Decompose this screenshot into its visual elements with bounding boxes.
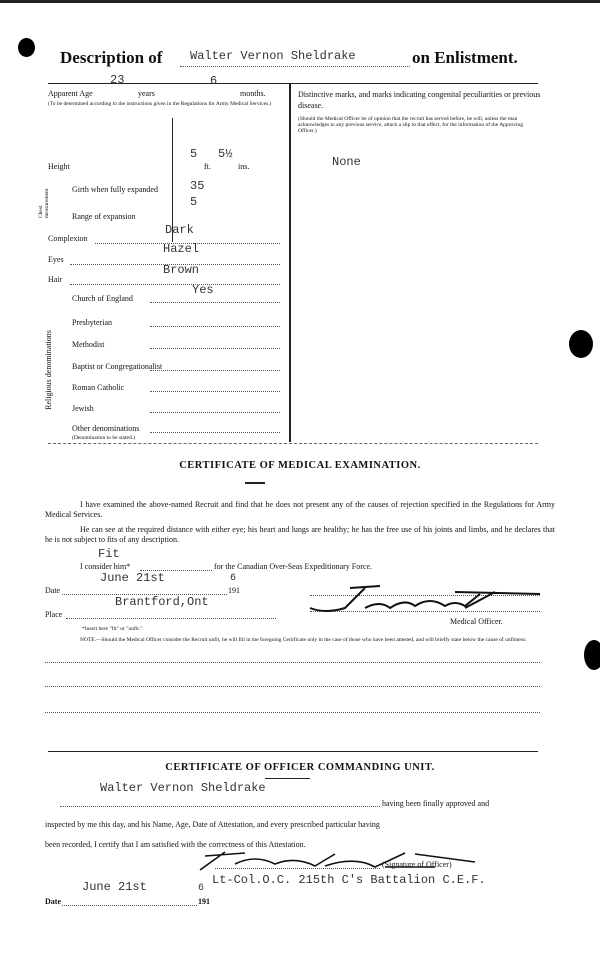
commanding-title: CERTIFICATE OF OFFICER COMMANDING UNIT. [165, 762, 435, 773]
religion-label: Baptist or Congregationalist [72, 362, 163, 371]
unfit-note: NOTE.—Should the Medical Officer consider the Recruit unfit, he will fill in the foregoing Certificate only in the case of those who have been attested, and will briefly state below the cause of unfitness: [80, 637, 527, 643]
ft-label: ft. [204, 162, 211, 171]
dotted-line [150, 326, 280, 327]
range-label: Range of expansion [72, 212, 136, 221]
height-in: 5½ [218, 147, 233, 161]
commanding-line-1: having been finally approved and [382, 799, 490, 808]
religion-label: Other denominations [72, 424, 140, 433]
punch-hole [584, 640, 600, 670]
hair-value: Brown [163, 263, 200, 277]
girth-label: Girth when fully expanded [72, 185, 158, 194]
girth-value: 35 [190, 179, 205, 193]
dotted-line [62, 905, 197, 906]
divider [48, 443, 538, 444]
religion-label: Church of England [72, 294, 133, 303]
place-label: Place [45, 610, 63, 619]
religion-label: Presbyterian [72, 318, 112, 327]
medical-officer-signature [305, 582, 545, 616]
note-line [45, 686, 540, 687]
commanding-year-prefix: 191 [198, 897, 210, 906]
eyes-value: Hazel [163, 242, 200, 256]
months-label: months. [240, 89, 266, 98]
medical-officer-label: Medical Officer. [450, 617, 503, 626]
dotted-line [215, 868, 380, 869]
years-label: years [138, 89, 155, 98]
signature-label: (Signature of Officer) [382, 860, 452, 869]
age-note: (To be determined according to the instructions given in the Regulations for Army Medical Services.) [48, 101, 272, 107]
apparent-age-label: Apparent Age [48, 89, 93, 98]
short-rule [245, 482, 265, 484]
short-rule [265, 778, 310, 779]
place-value: Brantford,Ont [115, 595, 209, 609]
footnote: *Insert here "fit" or "unfit." [82, 626, 143, 632]
title-prefix: Description of [60, 48, 163, 67]
dotted-line [66, 618, 276, 619]
age-years: 23 [110, 73, 125, 87]
dotted-line [150, 432, 280, 433]
medical-paragraph-1: I have examined the above-named Recruit and find that he does not present any of the causes of rejection specified in the Regulations for Army Medical Services. [45, 500, 555, 519]
title-suffix: on Enlistment. [412, 48, 518, 67]
note-line [45, 712, 540, 713]
scan-edge [0, 0, 600, 3]
commanding-line-3: been recorded, I certify that I am satisfied with the correctness of this Attestation. [45, 840, 306, 849]
marks-value: None [332, 155, 361, 169]
ins-label: ins. [238, 162, 250, 171]
complexion-label: Complexion [48, 234, 88, 243]
name-line [180, 66, 410, 67]
dotted-line [70, 284, 280, 285]
fitness-value: Fit [98, 547, 120, 561]
officer-stamp: Lt-Col.O.C. 215th C's Battalion C.E.F. [212, 873, 486, 887]
medical-date-label: Date [45, 586, 61, 595]
religion-label: Methodist [72, 340, 105, 349]
age-months: 6 [210, 74, 218, 88]
marks-note: (Should the Medical Officer be of opinion that the recruit has served before, he will, unless the man acknowledges to any previous service, attach a slip to that effect, for the information of the Approving Officer.) [298, 116, 524, 134]
dotted-line [150, 302, 280, 303]
complexion-value: Dark [165, 223, 194, 237]
dotted-line [60, 806, 380, 807]
column-rule [289, 84, 291, 442]
chest-label: Chest measurement [38, 188, 50, 218]
commanding-year-digit: 6 [198, 883, 205, 894]
dotted-line [150, 348, 280, 349]
divider [48, 751, 538, 752]
hair-label: Hair [48, 275, 63, 284]
medical-paragraph-2: He can see at the required distance with either eye; his heart and lungs are healthy; he has the free use of his joints and limbs, and he declares that he is not subject to fits of any description. [45, 525, 555, 544]
marks-label: Distinctive marks, and marks indicating congenital peculiarities or previous disease. [298, 90, 541, 110]
range-value: 5 [190, 195, 198, 209]
recruit-name: Walter Vernon Sheldrake [190, 49, 356, 63]
medical-year-prefix: 191 [228, 586, 240, 595]
punch-hole [569, 330, 593, 358]
medical-year-digit: 6 [230, 573, 237, 584]
dotted-line [150, 412, 280, 413]
note-line [45, 662, 540, 663]
eyes-label: Eyes [48, 255, 64, 264]
consider-suffix: for the Canadian Over-Seas Expeditionary Force. [214, 562, 373, 571]
religion-label: Religious denominations [44, 330, 53, 410]
dotted-line [150, 391, 280, 392]
punch-hole [18, 38, 35, 57]
dotted-line [150, 370, 280, 371]
religion-label: Jewish [72, 404, 94, 413]
commanding-line-2: inspected by me this day, and his Name, Age, Date of Attestation, and every prescribed particular having [45, 820, 380, 829]
religion-value: Yes [192, 283, 214, 297]
height-label: Height [48, 162, 70, 171]
commanding-date-value: June 21st [82, 880, 147, 894]
commanding-date-label: Date [45, 897, 61, 906]
medical-title: CERTIFICATE OF MEDICAL EXAMINATION. [179, 460, 421, 471]
consider-label: I consider him* [80, 562, 131, 571]
religion-label: Roman Catholic [72, 383, 125, 392]
commanding-name: Walter Vernon Sheldrake [100, 781, 266, 795]
denomination-note: (Denomination to be stated.) [72, 435, 135, 441]
medical-date-value: June 21st [100, 571, 165, 585]
height-ft: 5 [190, 147, 198, 161]
